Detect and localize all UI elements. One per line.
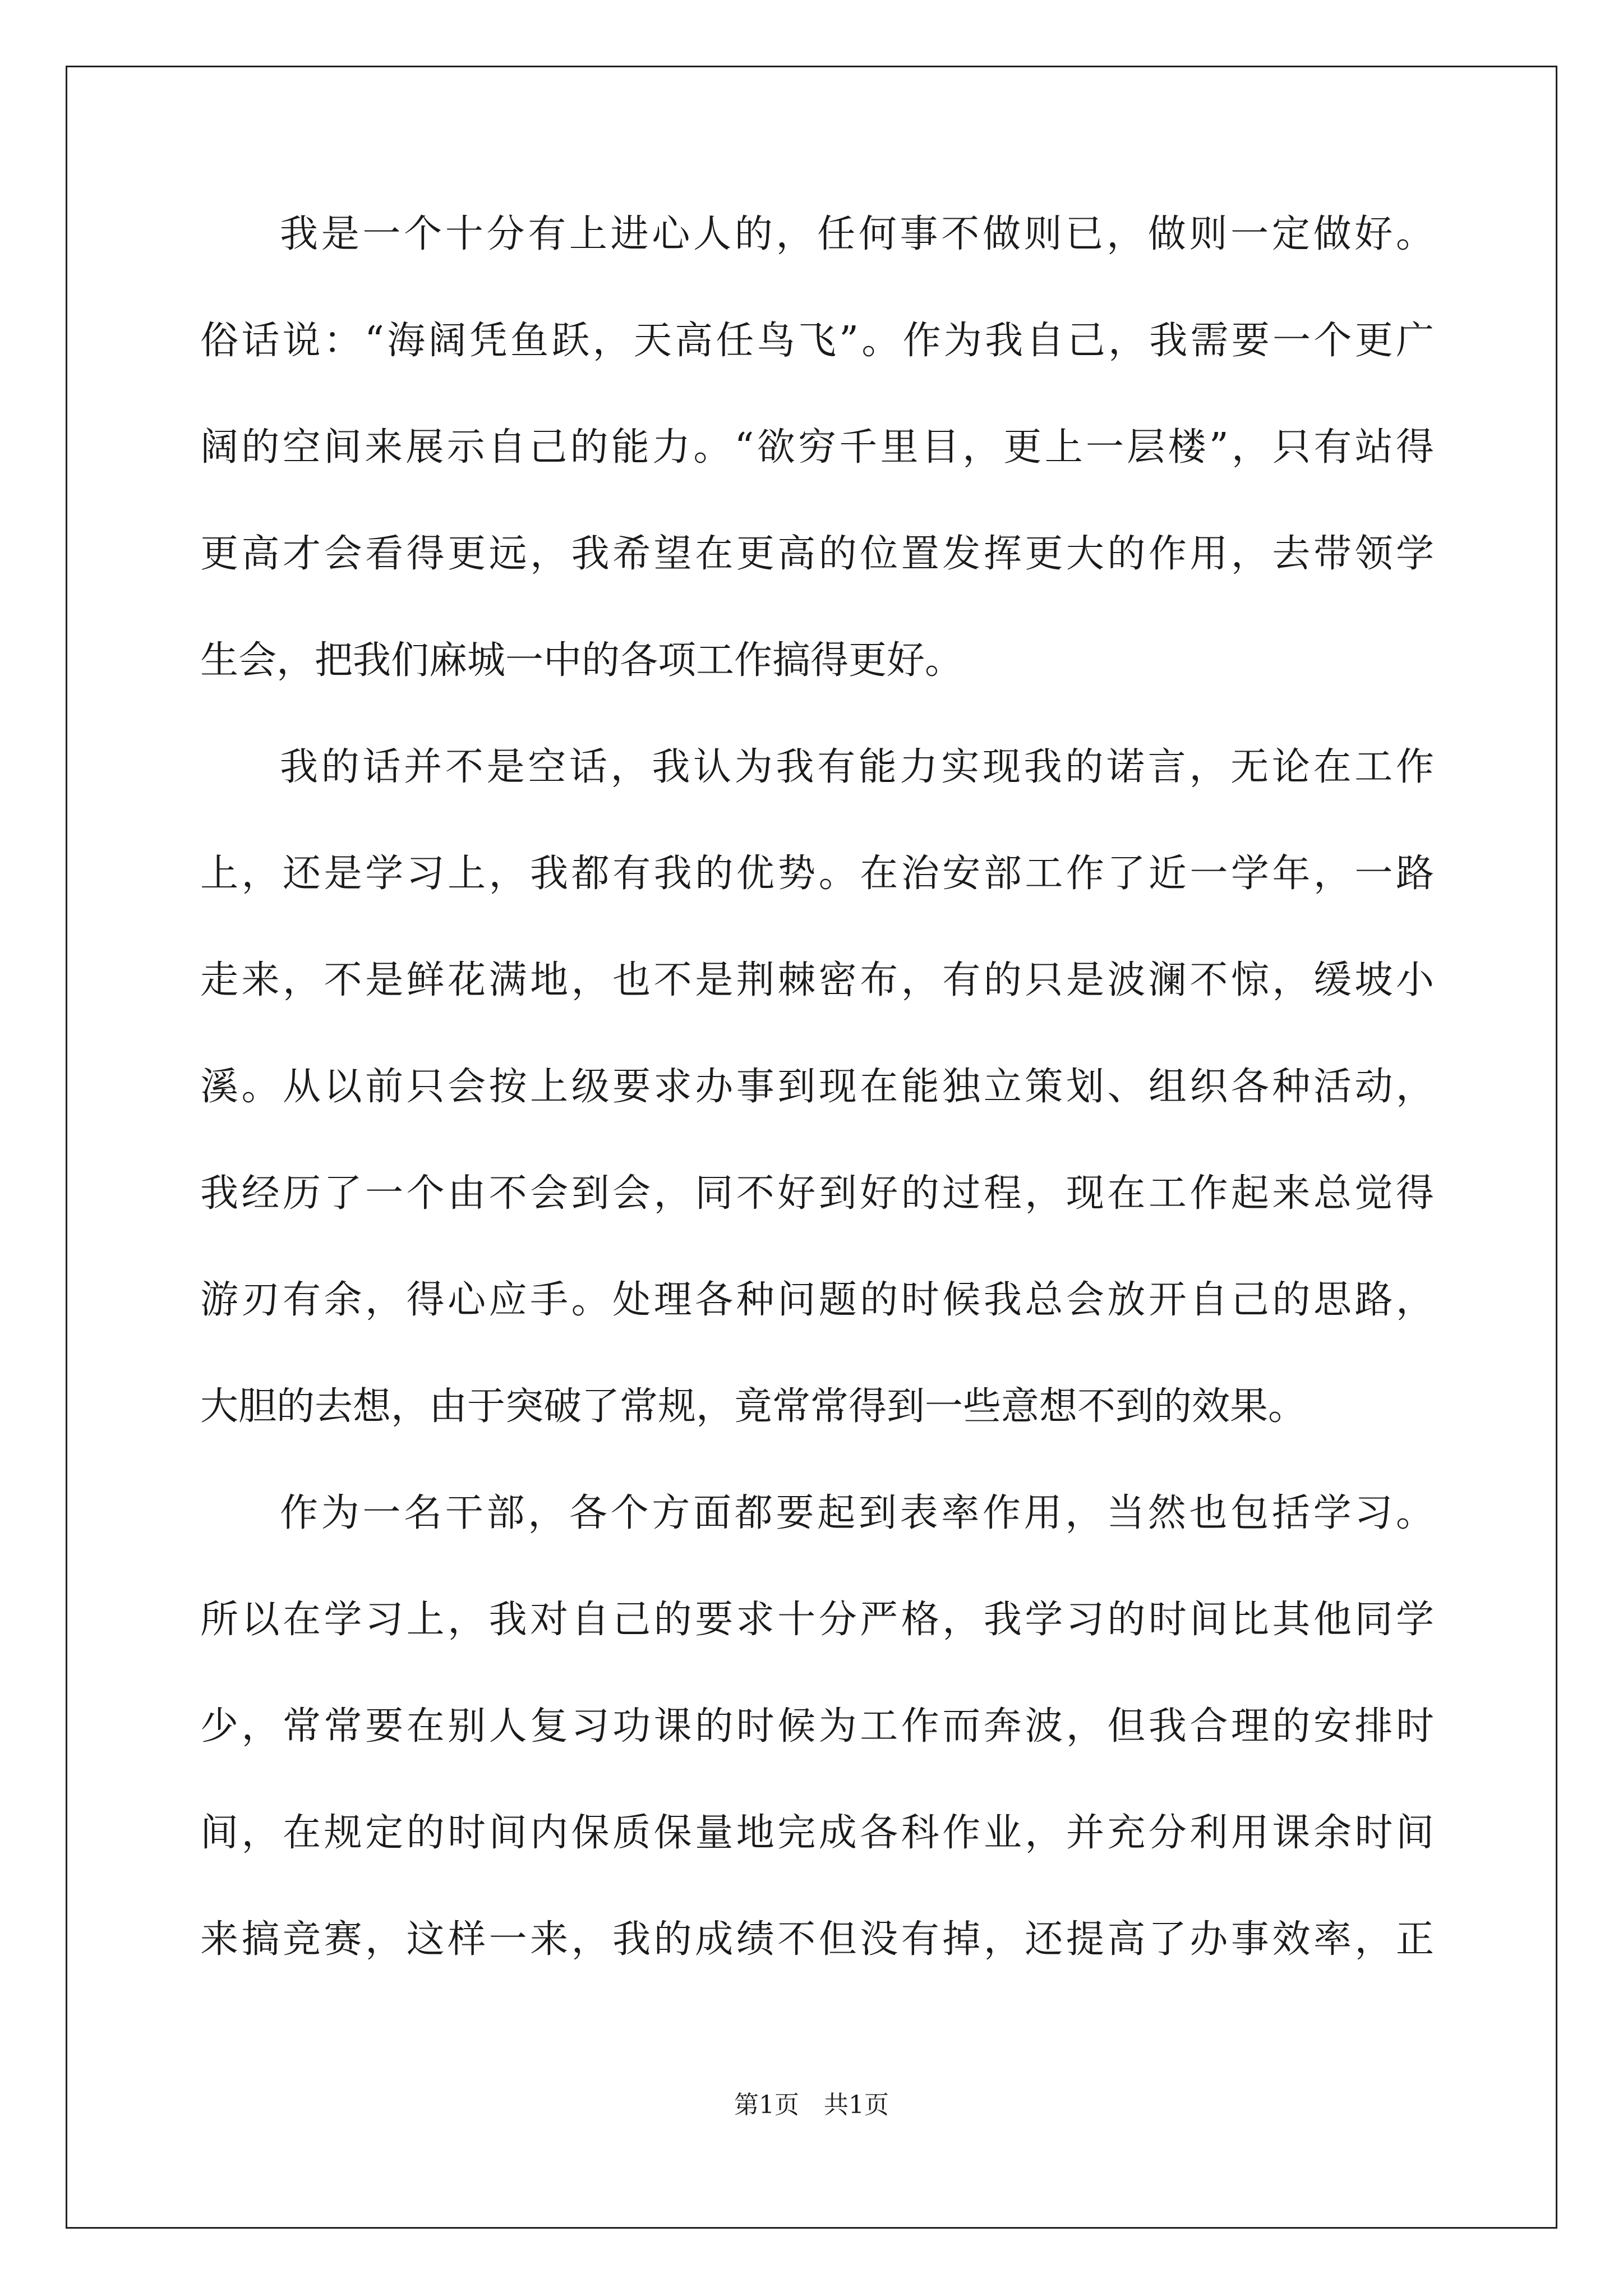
paragraph-3-line-1: 作为一名干部，各个方面都要起到表率作用，当然也包括学习。: [280, 1492, 1434, 1535]
page-number: 第1页: [734, 2091, 799, 2119]
paragraph-1-line-4: 更高才会看得更远，我希望在更高的位置发挥更大的作用，去带领学: [200, 533, 1434, 576]
paragraph-3-line-5: 来搞竞赛，这样一来，我的成绩不但没有掉，还提高了办事效率，正: [200, 1918, 1434, 1962]
document-body: [200, 213, 1434, 2025]
paragraph-1-line-5: 生会，把我们麻城一中的各项工作搞得更好。: [200, 639, 963, 683]
paragraph-2-line-5: 我经历了一个由不会到会，同不好到好的过程，现在工作起来总觉得: [200, 1172, 1434, 1216]
paragraph-1-line-1: 我是一个十分有上进心人的，任何事不做则已，做则一定做好。: [280, 213, 1434, 256]
paragraph-1-line-3: 阔的空间来展示自己的能力。“欲穷千里目，更上一层楼”，只有站得: [200, 426, 1434, 470]
paragraph-3-line-4: 间，在规定的时间内保质保量地完成各科作业，并充分利用课余时间: [200, 1812, 1434, 1855]
paragraph-2-line-1: 我的话并不是空话，我认为我有能力实现我的诺言，无论在工作: [280, 746, 1434, 789]
page-total: 共1页: [824, 2091, 889, 2119]
paragraph-3-line-2: 所以在学习上，我对自己的要求十分严格，我学习的时间比其他同学: [200, 1599, 1434, 1642]
paragraph-2-line-7: 大胆的去想，由于突破了常规，竟常常得到一些意想不到的效果。: [200, 1386, 1307, 1429]
paragraph-2-line-6: 游刃有余，得心应手。处理各种问题的时候我总会放开自己的思路，: [200, 1279, 1434, 1322]
paragraph-2-line-4: 溪。从以前只会按上级要求办事到现在能独立策划、组织各种活动，: [200, 1066, 1434, 1109]
paragraph-3-line-3: 少，常常要在别人复习功课的时候为工作而奔波，但我合理的安排时: [200, 1705, 1434, 1749]
paragraph-2-line-3: 走来，不是鲜花满地，也不是荆棘密布，有的只是波澜不惊，缓坡小: [200, 959, 1434, 1002]
paragraph-1-line-2: 俗话说：“海阔凭鱼跃，天高任鸟飞”。作为我自己，我需要一个更广: [200, 320, 1434, 363]
paragraph-2-line-2: 上，还是学习上，我都有我的优势。在治安部工作了近一学年，一路: [200, 853, 1434, 896]
page-footer: [0, 2091, 1623, 2119]
